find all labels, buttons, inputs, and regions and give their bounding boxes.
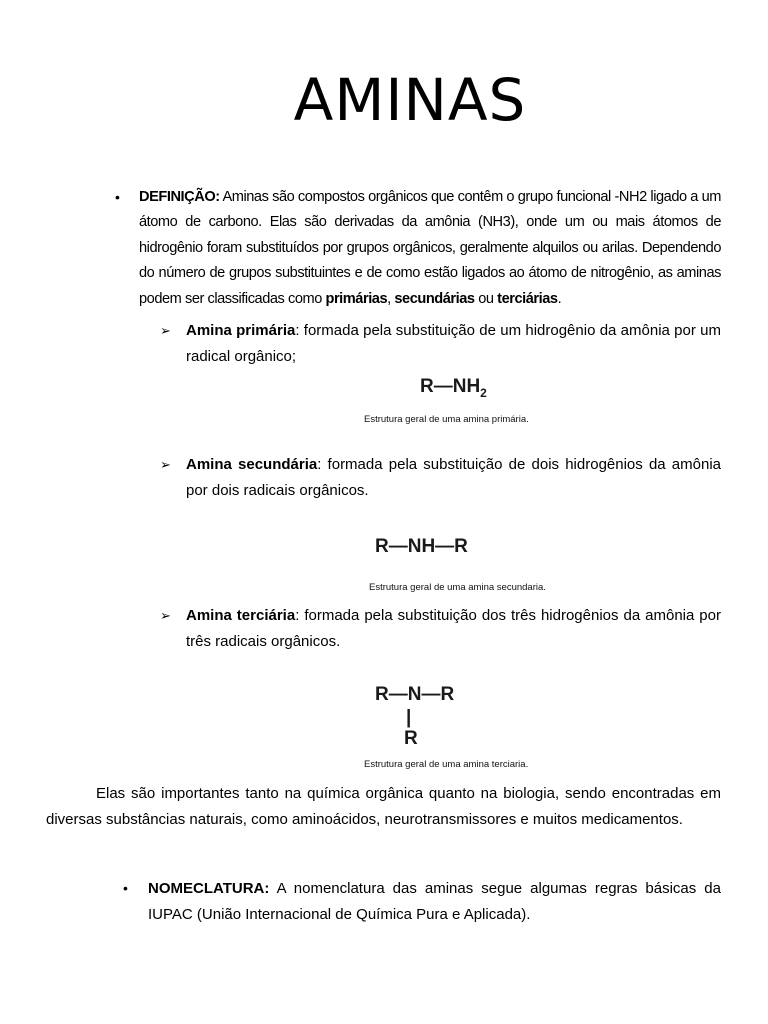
definition-end: . [557, 290, 562, 307]
terciaria-caption: Estrutura geral de uma amina terciaria. [364, 759, 529, 770]
primaria-formula-subscript: 2 [480, 386, 487, 400]
definition-label: DEFINIÇÃO: [139, 189, 220, 205]
definition-primarias: primárias [325, 290, 388, 307]
nomenclature-text: A nomenclatura das aminas segue algumas regras básicas da IUPAC (União Internacional de Química Pura e Aplicada). [148, 880, 721, 923]
terciaria-label: Amina terciária [186, 607, 296, 624]
terciaria-formula-bond: | [406, 707, 412, 728]
importance-paragraph: Elas são importantes tanto na química orgânica quanto na biologia, sendo encontradas em diversas substâncias naturais, como aminoácidos, neurotransmissores e muitos medicamentos. [46, 785, 721, 828]
definition-secundarias: secundárias [394, 290, 475, 307]
definition-separator: , [387, 290, 395, 307]
primaria-paragraph [186, 318, 721, 369]
definition-separator: ou [474, 290, 498, 307]
secundaria-paragraph [186, 452, 721, 503]
arrow-bullet-icon: ➢ [160, 457, 171, 472]
definition-terciarias: terciárias [497, 290, 558, 307]
bullet-dot-icon: • [123, 880, 128, 896]
terciaria-formula-bottom: R [404, 728, 418, 749]
primaria-formula [420, 376, 487, 400]
terciaria-text: : formada pela substituição dos três hidrogênios da amônia por três radicais orgânicos. [186, 607, 721, 650]
nomenclature-paragraph [148, 876, 721, 927]
definition-paragraph [139, 185, 721, 312]
bullet-dot-icon: • [115, 189, 120, 205]
secundaria-caption: Estrutura geral de uma amina secundaria. [369, 582, 546, 593]
nomenclature-label: NOMECLATURA: [148, 880, 270, 897]
secundaria-text: : formada pela substituição de dois hidrogênios da amônia por dois radicais orgânicos. [186, 456, 721, 499]
primaria-formula-main: R—NH [420, 376, 481, 397]
arrow-bullet-icon: ➢ [160, 608, 171, 623]
secundaria-formula: R—NH—R [375, 536, 468, 557]
primaria-caption: Estrutura geral de uma amina primária. [364, 414, 529, 425]
secundaria-label: Amina secundária [186, 456, 318, 473]
terciaria-formula-top: R—N—R [375, 684, 455, 705]
page-title: AMINAS [293, 66, 527, 134]
arrow-bullet-icon: ➢ [160, 323, 171, 338]
definition-text: Aminas são compostos orgânicos que contêm o grupo funcional -NH2 ligado a um átomo de carbono. Elas são derivadas da amônia (NH3), onde um ou mais átomos de hidrogênio foram substituídos por grupos orgânicos, geralmente alquilos ou arilas. Dependendo do número de grupos substituintes e de como estão ligados ao átomo de nitrogênio, as aminas podem ser classificadas como [139, 189, 721, 307]
terciaria-paragraph [186, 603, 721, 654]
primaria-text: : formada pela substituição de um hidrogênio da amônia por um radical orgânico; [186, 322, 721, 365]
primaria-label: Amina primária [186, 322, 296, 339]
